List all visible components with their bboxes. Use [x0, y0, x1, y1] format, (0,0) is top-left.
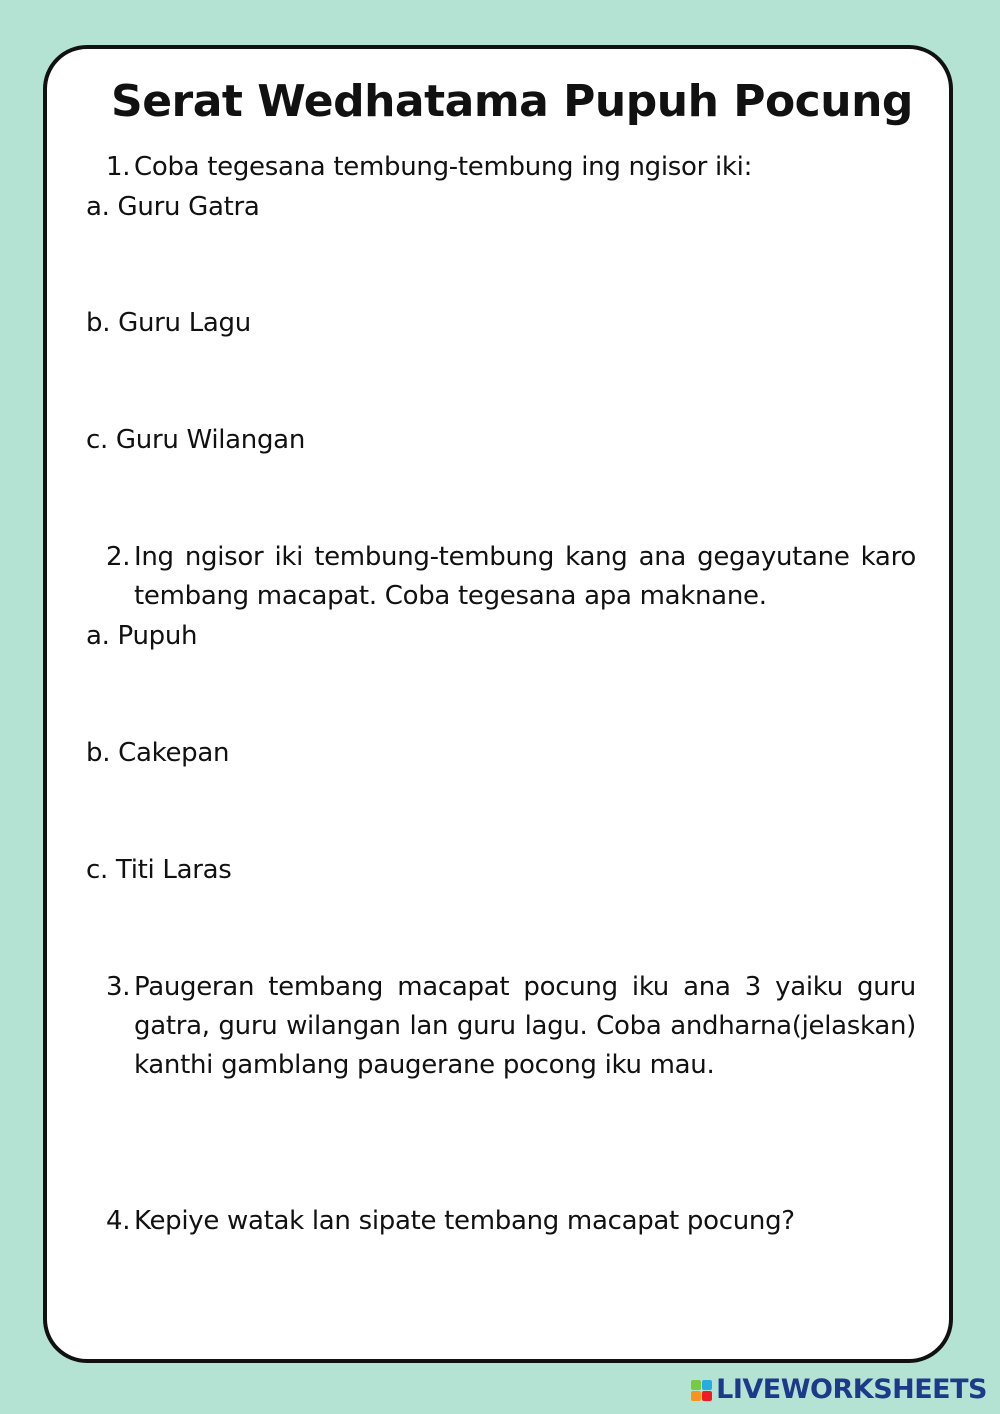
brand-name: LIVEWORKSHEETS — [716, 1374, 987, 1405]
question-number: 2. — [106, 542, 131, 572]
logo-cell — [691, 1380, 701, 1390]
question-text: Paugeran tembang macapat pocung iku ana 3 yaiku guru gatra, guru wilangan lan guru lagu. Coba andharna(jelaskan) kanthi gamblang paugerane pocong iku mau. — [134, 972, 916, 1080]
worksheet-title: Serat Wedhatama Pupuh Pocung — [111, 76, 913, 127]
question-4 — [106, 1202, 916, 1241]
question-3 — [106, 968, 916, 1085]
question-text: Kepiye watak lan sipate tembang macapat pocung? — [134, 1206, 795, 1236]
question-number: 1. — [106, 152, 131, 182]
option-1a: a. Guru Gatra — [86, 192, 260, 222]
logo-cell — [702, 1380, 712, 1390]
logo-cell — [691, 1391, 701, 1401]
logo-cell — [702, 1391, 712, 1401]
option-2a: a. Pupuh — [86, 621, 198, 651]
option-2c: c. Titi Laras — [86, 855, 232, 885]
question-text: Coba tegesana tembung-tembung ing ngisor iki: — [134, 152, 753, 182]
logo-grid-icon — [691, 1380, 712, 1401]
question-number: 3. — [106, 972, 131, 1002]
option-2b: b. Cakepan — [86, 738, 230, 768]
option-1b: b. Guru Lagu — [86, 308, 251, 338]
liveworksheets-logo — [691, 1375, 987, 1405]
question-number: 4. — [106, 1206, 131, 1236]
question-2 — [106, 538, 916, 616]
worksheet-card — [43, 45, 953, 1363]
question-text: Ing ngisor iki tembung-tembung kang ana gegayutane karo tembang macapat. Coba tegesana apa maknane. — [134, 542, 916, 611]
question-1 — [106, 148, 916, 187]
option-1c: c. Guru Wilangan — [86, 425, 305, 455]
